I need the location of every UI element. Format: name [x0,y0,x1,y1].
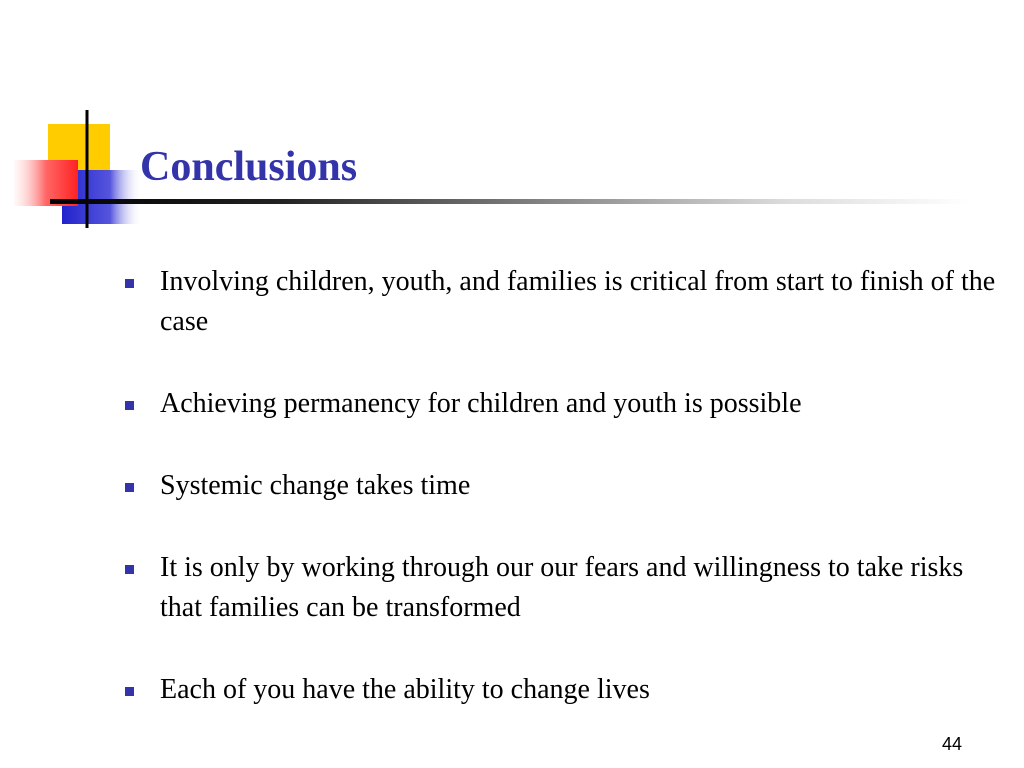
title-divider [50,199,970,204]
bullet-text: It is only by working through our our fears and willingness to take risks that families can be transformed [160,552,964,623]
square-bullet-icon [125,687,134,696]
square-bullet-icon [125,401,134,410]
bullet-item [122,670,1002,710]
bullet-item [122,548,1002,628]
bullet-item [122,384,1002,424]
slide-title: Conclusions [140,144,358,190]
bullet-item [122,466,1002,506]
bullet-item [122,262,1002,342]
bullet-list [122,262,1002,752]
bullet-text: Systemic change takes time [160,470,471,501]
decorative-squares-graphic [0,100,150,240]
page-number: 44 [941,734,962,754]
bullet-text: Involving children, youth, and families is critical from start to finish of the case [160,266,996,337]
bullet-text: Each of you have the ability to change lives [160,674,650,705]
square-bullet-icon [125,279,134,288]
bullet-text: Achieving permanency for children and youth is possible [160,388,802,419]
square-bullet-icon [125,483,134,492]
square-bullet-icon [125,565,134,574]
